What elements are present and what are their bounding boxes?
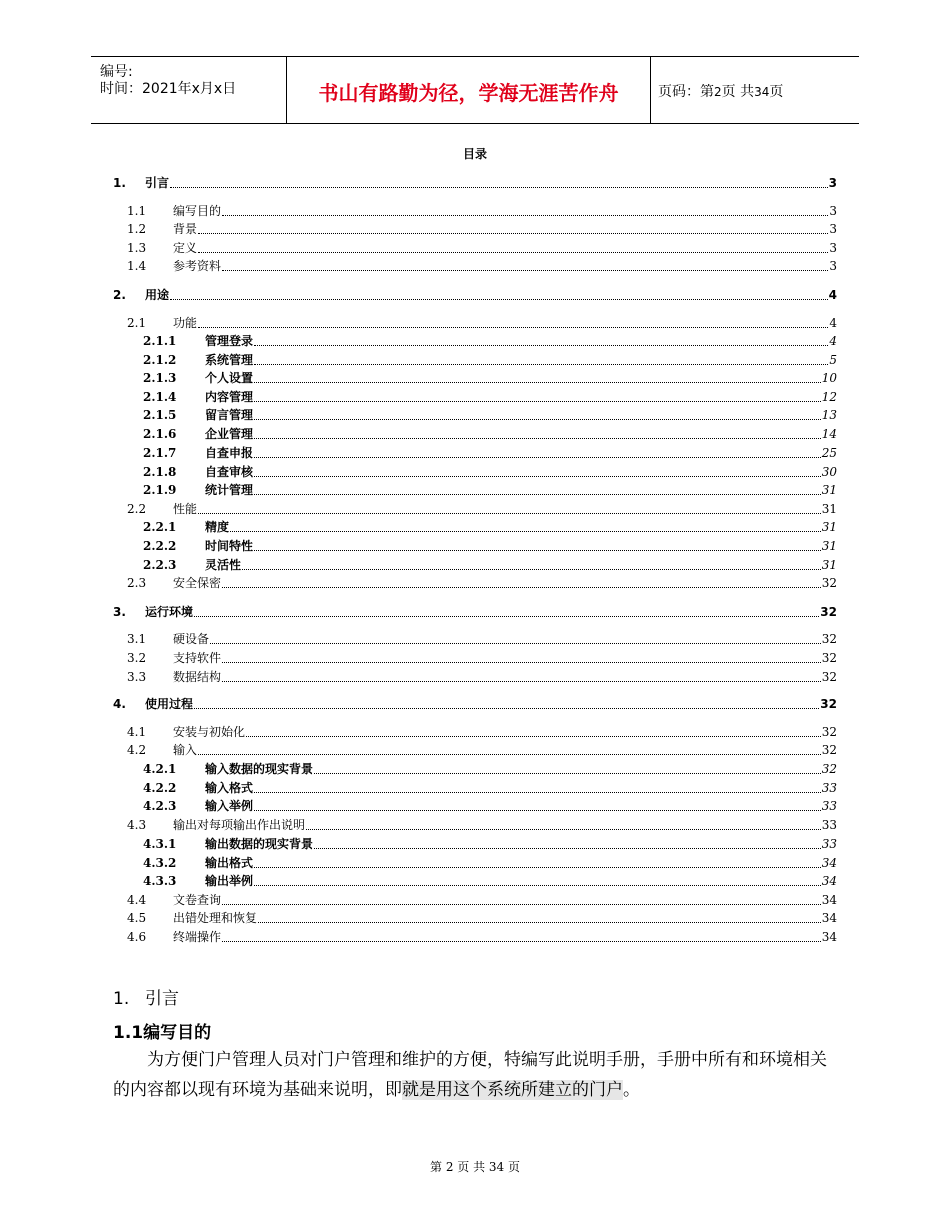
toc-entry-title: 参考资料: [173, 259, 222, 273]
toc-entry-number: 4.3: [127, 818, 147, 832]
toc-entry[interactable]: [143, 781, 837, 796]
toc-entry-title: 输入举例: [205, 799, 254, 813]
toc-dot-leader: [254, 494, 821, 495]
toc-entry-number: 2.2.1: [143, 520, 177, 534]
toc-entry-number: 4.3.1: [143, 837, 177, 851]
toc-entry[interactable]: [143, 837, 837, 852]
page-total: 34: [754, 85, 770, 99]
toc-entry-page: 34: [821, 911, 837, 925]
toc-entry[interactable]: [143, 558, 837, 573]
toc-entry-title: 编写目的: [173, 204, 222, 218]
toc-entry[interactable]: [143, 539, 837, 554]
toc-entry-number: 2.1.9: [143, 483, 177, 497]
toc-entry-number: 4.2.1: [143, 762, 177, 776]
toc-entry-page: 4: [828, 288, 837, 302]
toc-entry-title: 文卷查询: [173, 893, 222, 907]
toc-entry-page: 4: [829, 316, 837, 330]
toc-entry-number: 3.2: [127, 651, 147, 665]
toc-entry-number: 4.4: [127, 893, 147, 907]
toc-entry-number: 4.3.2: [143, 856, 177, 870]
toc-entry-title: 精度: [205, 520, 230, 534]
toc-entry-page: 33: [821, 799, 837, 813]
toc-entry-title: 管理登录: [205, 334, 254, 348]
toc-entry-title: 输出格式: [205, 856, 254, 870]
toc-dot-leader: [254, 885, 821, 886]
toc-entry[interactable]: [143, 483, 837, 498]
toc-entry-page: 32: [821, 632, 837, 646]
toc-entry-page: 33: [821, 781, 837, 795]
toc-entry-number: 2.3: [127, 576, 147, 590]
toc-dot-leader: [198, 327, 828, 328]
toc-entry[interactable]: [127, 241, 837, 256]
toc-entry-title: 自查审核: [205, 465, 254, 479]
toc-entry-number: 2.1: [127, 316, 147, 330]
toc-entry[interactable]: [127, 576, 837, 591]
toc-entry-page: 10: [821, 371, 837, 385]
page-number: 2: [714, 85, 722, 99]
highlighted-text: 就是用这个系统所建立的门户: [402, 1080, 623, 1100]
toc-dot-leader: [242, 569, 821, 570]
toc-entry-page: 32: [821, 725, 837, 739]
toc-entry-title: 定义: [173, 241, 198, 255]
page-mid: 页 共: [721, 84, 755, 100]
toc-entry-title: 使用过程: [145, 697, 194, 711]
motto: 书山有路勤为径，学海无涯苦作舟: [318, 81, 619, 105]
toc-entry-title: 安装与初始化: [173, 725, 246, 739]
toc-entry-number: 2.1.3: [143, 371, 177, 385]
toc-entry-page: 3: [829, 222, 837, 236]
toc-entry-title: 背景: [173, 222, 198, 236]
toc-dot-leader: [254, 401, 821, 402]
section-heading: [113, 984, 179, 1009]
section-title: 引言: [145, 989, 179, 1009]
header-motto-cell: [286, 57, 651, 123]
toc-dot-leader: [254, 345, 828, 346]
toc-entry-title: 个人设置: [205, 371, 254, 385]
toc-entry-page: 32: [821, 762, 837, 776]
toc-entry-title: 自查申报: [205, 446, 254, 460]
toc-entry[interactable]: [143, 353, 837, 368]
toc-dot-leader: [246, 736, 821, 737]
toc-entry[interactable]: [127, 204, 837, 219]
toc-dot-leader: [198, 754, 821, 755]
toc-entry[interactable]: [127, 743, 837, 758]
toc-entry-title: 运行环境: [145, 605, 194, 619]
date-label: 时间：2021年x月x日: [100, 81, 237, 97]
toc-dot-leader: [198, 513, 821, 514]
toc-entry-title: 输入格式: [205, 781, 254, 795]
toc-entry[interactable]: [143, 762, 837, 777]
toc-dot-leader: [222, 215, 828, 216]
toc-entry-number: 4.2: [127, 743, 147, 757]
toc-dot-leader: [254, 419, 821, 420]
toc-entry[interactable]: [127, 930, 837, 945]
toc-entry[interactable]: [143, 856, 837, 871]
toc-entry-number: 2.1.1: [143, 334, 177, 348]
toc-entry-title: 输出举例: [205, 874, 254, 888]
toc-dot-leader: [254, 457, 821, 458]
toc-entry-title: 内容管理: [205, 390, 254, 404]
toc-entry-page: 32: [821, 670, 837, 684]
toc-entry[interactable]: [143, 390, 837, 405]
toc-dot-leader: [222, 587, 821, 588]
toc-dot-leader: [254, 550, 821, 551]
toc-entry-title: 统计管理: [205, 483, 254, 497]
toc-entry[interactable]: [127, 502, 837, 517]
toc-entry-title: 终端操作: [173, 930, 222, 944]
toc-dot-leader: [210, 643, 821, 644]
toc-entry-number: 4.2.3: [143, 799, 177, 813]
toc-entry-number: 4.: [113, 697, 126, 711]
toc-entry-title: 系统管理: [205, 353, 254, 367]
toc-entry-number: 2.: [113, 288, 126, 302]
toc-entry-page: 31: [821, 520, 837, 534]
toc-entry-title: 性能: [173, 502, 198, 516]
toc-entry[interactable]: [127, 725, 837, 740]
toc-dot-leader: [254, 476, 821, 477]
toc-dot-leader: [230, 531, 821, 532]
toc-entry[interactable]: [143, 465, 837, 480]
toc-dot-leader: [222, 681, 821, 682]
toc-dot-leader: [314, 848, 821, 849]
page-suffix: 页: [769, 84, 784, 100]
toc-entry-page: 14: [821, 427, 837, 441]
toc-entry[interactable]: [127, 670, 837, 685]
toc-entry-title: 企业管理: [205, 427, 254, 441]
toc-entry-title: 功能: [173, 316, 198, 330]
page-prefix: 页码：第: [658, 84, 714, 100]
toc-entry-page: 33: [821, 818, 837, 832]
toc-entry[interactable]: [113, 605, 837, 620]
toc-entry-title: 留言管理: [205, 408, 254, 422]
toc-entry-number: 2.2.2: [143, 539, 177, 553]
page-footer: 第 2 页 共 34 页: [430, 1160, 520, 1174]
toc-entry-page: 31: [821, 483, 837, 497]
toc-entry-page: 25: [821, 446, 837, 460]
paragraph-text: 为方便门户管理人员对门户管理和维护的方便，特编写此说明手册，手册中所有和环境相关的内容都以现有环境为基础来说明，即: [113, 1050, 827, 1100]
toc-entry[interactable]: [127, 893, 837, 908]
toc-dot-leader: [254, 364, 828, 365]
toc-dot-leader: [254, 438, 821, 439]
toc-entry-page: 31: [821, 502, 837, 516]
toc-entry-title: 用途: [145, 288, 170, 302]
toc-entry-page: 34: [821, 874, 837, 888]
toc-entry-page: 13: [821, 408, 837, 422]
toc-entry[interactable]: [143, 408, 837, 423]
toc-entry-page: 3: [828, 176, 837, 190]
toc-dot-leader: [306, 829, 821, 830]
toc-entry-page: 30: [821, 465, 837, 479]
toc-entry-title: 灵活性: [205, 558, 242, 572]
toc-dot-leader: [314, 773, 821, 774]
header-meta-cell: [91, 57, 286, 123]
toc-entry-title: 输出对每项输出作出说明: [173, 818, 306, 832]
toc-entry-number: 4.5: [127, 911, 147, 925]
toc-entry-page: 32: [821, 651, 837, 665]
toc-entry[interactable]: [127, 651, 837, 666]
toc-entry[interactable]: [127, 259, 837, 274]
toc-entry-page: 31: [821, 558, 837, 572]
toc-entry-number: 2.1.4: [143, 390, 177, 404]
header-page-cell: [650, 57, 859, 123]
toc-entry[interactable]: [127, 911, 837, 926]
toc-entry-number: 3.1: [127, 632, 147, 646]
toc-entry-number: 3.3: [127, 670, 147, 684]
toc-entry-title: 时间特性: [205, 539, 254, 553]
toc-entry-page: 3: [829, 204, 837, 218]
toc-entry-page: 3: [829, 241, 837, 255]
toc-entry-number: 1.1: [127, 204, 147, 218]
toc-entry-page: 3: [829, 259, 837, 273]
toc-entry-title: 输出数据的现实背景: [205, 837, 314, 851]
toc-entry-page: 12: [821, 390, 837, 404]
toc-entry-number: 1.4: [127, 259, 147, 273]
toc-entry-page: 4: [829, 334, 837, 348]
toc-entry-number: 3.: [113, 605, 126, 619]
toc-dot-leader: [222, 941, 821, 942]
toc-entry[interactable]: [127, 632, 837, 647]
toc-entry-page: 34: [821, 856, 837, 870]
toc-entry-number: 1.3: [127, 241, 147, 255]
toc-entry-number: 2.2: [127, 502, 147, 516]
toc-dot-leader: [170, 299, 828, 300]
toc-entry-number: 4.2.2: [143, 781, 177, 795]
toc-entry-page: 32: [820, 697, 837, 711]
toc-entry[interactable]: [143, 520, 837, 535]
toc-dot-leader: [198, 233, 828, 234]
toc-entry-title: 硬设备: [173, 632, 210, 646]
paragraph-end: 。: [623, 1080, 640, 1100]
toc-dot-leader: [198, 252, 828, 253]
toc-entry-number: 4.3.3: [143, 874, 177, 888]
toc-entry-page: 34: [821, 930, 837, 944]
toc-entry-page: 32: [821, 743, 837, 757]
doc-number-label: 编号:: [100, 64, 133, 80]
toc-entry[interactable]: [113, 176, 837, 191]
toc-entry[interactable]: [143, 427, 837, 442]
toc-entry-page: 32: [820, 605, 837, 619]
toc-dot-leader: [194, 616, 819, 617]
toc-entry-page: 34: [821, 893, 837, 907]
toc-entry-title: 数据结构: [173, 670, 222, 684]
toc-entry-page: 33: [821, 837, 837, 851]
toc-title: 目录: [462, 147, 487, 161]
toc-entry[interactable]: [113, 697, 837, 712]
toc-entry[interactable]: [143, 334, 837, 349]
toc-dot-leader: [254, 792, 821, 793]
toc-entry-number: 4.6: [127, 930, 147, 944]
toc-entry-number: 1.: [113, 176, 126, 190]
toc-entry-page: 5: [829, 353, 837, 367]
toc-entry-title: 输入: [173, 743, 198, 757]
subsection-heading: 1.1编写目的: [113, 1023, 212, 1043]
section-number: 1.: [113, 989, 130, 1009]
toc-dot-leader: [254, 810, 821, 811]
header-table: [91, 56, 859, 124]
toc-entry-title: 输入数据的现实背景: [205, 762, 314, 776]
toc-entry-number: 2.1.6: [143, 427, 177, 441]
toc-entry-number: 1.2: [127, 222, 147, 236]
toc-dot-leader: [254, 867, 821, 868]
toc-entry[interactable]: [127, 316, 837, 331]
toc-dot-leader: [254, 382, 821, 383]
toc-entry-number: 2.1.2: [143, 353, 177, 367]
toc-entry-number: 2.1.8: [143, 465, 177, 479]
toc-dot-leader: [170, 187, 828, 188]
toc-entry-number: 4.1: [127, 725, 147, 739]
toc-entry[interactable]: [143, 874, 837, 889]
toc-entry-number: 2.1.7: [143, 446, 177, 460]
toc-entry[interactable]: [143, 446, 837, 461]
toc-entry[interactable]: [127, 818, 837, 833]
toc-dot-leader: [222, 904, 821, 905]
body-paragraph: [113, 1045, 839, 1105]
toc-dot-leader: [222, 270, 828, 271]
toc-entry-page: 31: [821, 539, 837, 553]
toc-entry[interactable]: [113, 288, 837, 303]
toc-entry-title: 引言: [145, 176, 170, 190]
toc-entry-title: 出错处理和恢复: [173, 911, 258, 925]
toc-entry[interactable]: [127, 222, 837, 237]
toc-dot-leader: [194, 708, 819, 709]
toc-entry-title: 支持软件: [173, 651, 222, 665]
toc-entry-title: 安全保密: [173, 576, 222, 590]
toc-entry[interactable]: [143, 371, 837, 386]
toc-dot-leader: [258, 922, 821, 923]
toc-entry-number: 2.2.3: [143, 558, 177, 572]
toc-entry-page: 32: [821, 576, 837, 590]
toc-entry[interactable]: [143, 799, 837, 814]
toc-entry-number: 2.1.5: [143, 408, 177, 422]
header-page-info: [658, 81, 783, 101]
toc-dot-leader: [222, 662, 821, 663]
